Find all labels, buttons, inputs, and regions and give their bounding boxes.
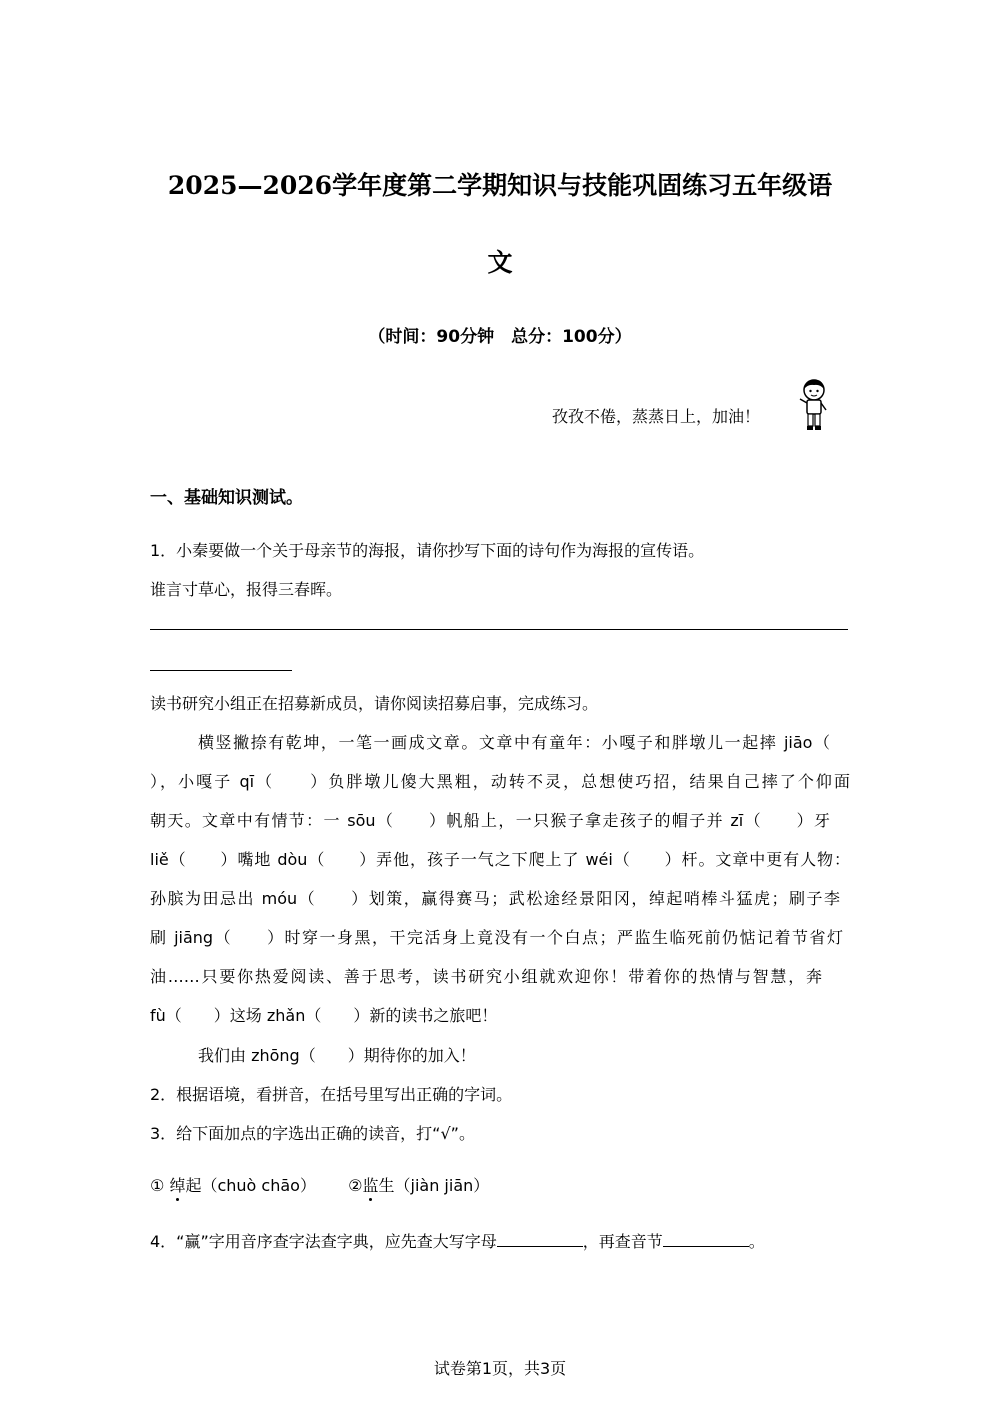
passage-line: ），小嘎子 qī（ ）负胖墩儿傻大黑粗，动转不灵，总想使巧招，结果自己摔了个仰面 bbox=[150, 772, 850, 791]
passage-line: liě（ ）嘴地 dòu（ ）弄他，孩子一气之下爬上了 wéi（ ）杆。文章中更有人物： bbox=[150, 850, 850, 869]
question-1-poem: 谁言寸草心，报得三春晖。 bbox=[150, 580, 343, 599]
exam-title-line1: 2025—2026学年度第二学期知识与技能巩固练习五年级语 bbox=[167, 171, 833, 200]
section-heading: 一、基础知识测试。 bbox=[150, 488, 303, 508]
question-4-prompt: 4．“赢”字用音序查字法查字典，应先查大写字母 bbox=[150, 1232, 497, 1251]
page-number: 试卷第1页，共3页 bbox=[433, 1359, 567, 1378]
passage-line: fù（ ）这场 zhǎn（ ）新的读书之旅吧！ bbox=[150, 1006, 498, 1025]
passage-closing: 我们由 zhōng（ ）期待你的加入！ bbox=[198, 1046, 476, 1065]
passage-intro: 读书研究小组正在招募新成员，请你阅读招募启事，完成练习。 bbox=[150, 694, 599, 713]
question-4 bbox=[150, 1229, 765, 1252]
option-1-number: ① bbox=[150, 1176, 165, 1195]
answer-line-2[interactable] bbox=[150, 670, 292, 671]
question-1-prompt: 1．小秦要做一个关于母亲节的海报，请你抄写下面的诗句作为海报的宣传语。 bbox=[150, 541, 705, 560]
dotted-char-2: 监 bbox=[362, 1173, 378, 1196]
question-2-prompt: 2．根据语境，看拼音，在括号里写出正确的字词。 bbox=[150, 1085, 513, 1104]
exam-time-score: （时间：90分钟 总分：100分） bbox=[368, 327, 632, 347]
passage-line: 孙膑为田忌出 móu（ ）划策，赢得赛马；武松途经景阳冈，绰起哨棒斗猛虎；刷子李 bbox=[150, 889, 840, 908]
passage-line: 油……只要你热爱阅读、善于思考，读书研究小组就欢迎你！带着你的热情与智慧，奔 bbox=[150, 967, 822, 986]
option-2-pinyin[interactable]: 生（jiàn jiān） bbox=[378, 1176, 490, 1195]
question-4-prompt-end: 。 bbox=[748, 1232, 765, 1251]
answer-blank-letter[interactable] bbox=[497, 1232, 583, 1247]
exam-title-line2: 文 bbox=[487, 248, 513, 277]
question-3-options bbox=[150, 1173, 489, 1196]
passage-line: 刷 jiāng（ ）时穿一身黑，干完活身上竟没有一个白点；严监生临死前仍惦记着节省灯 bbox=[150, 928, 843, 947]
question-3-prompt: 3．给下面加点的字选出正确的读音，打“√”。 bbox=[150, 1124, 475, 1143]
answer-blank-syllable[interactable] bbox=[663, 1232, 749, 1247]
motto: 孜孜不倦，蒸蒸日上，加油！ bbox=[552, 407, 761, 426]
question-4-prompt-mid: ，再查音节 bbox=[582, 1232, 663, 1251]
dotted-char-1: 绰 bbox=[169, 1173, 185, 1196]
option-1-pinyin[interactable]: 起（chuò chāo） bbox=[185, 1176, 316, 1195]
cartoon-boy-icon bbox=[794, 377, 834, 433]
answer-line-1[interactable] bbox=[150, 629, 848, 630]
option-2-number: ② bbox=[348, 1176, 363, 1195]
passage-line: 横竖撇捺有乾坤，一笔一画成文章。文章中有童年：小嘎子和胖墩儿一起摔 jiāo（ bbox=[198, 733, 830, 752]
passage-line: 朝天。文章中有情节：一 sōu（ ）帆船上，一只猴子拿走孩子的帽子并 zī（ ）牙 bbox=[150, 811, 830, 830]
